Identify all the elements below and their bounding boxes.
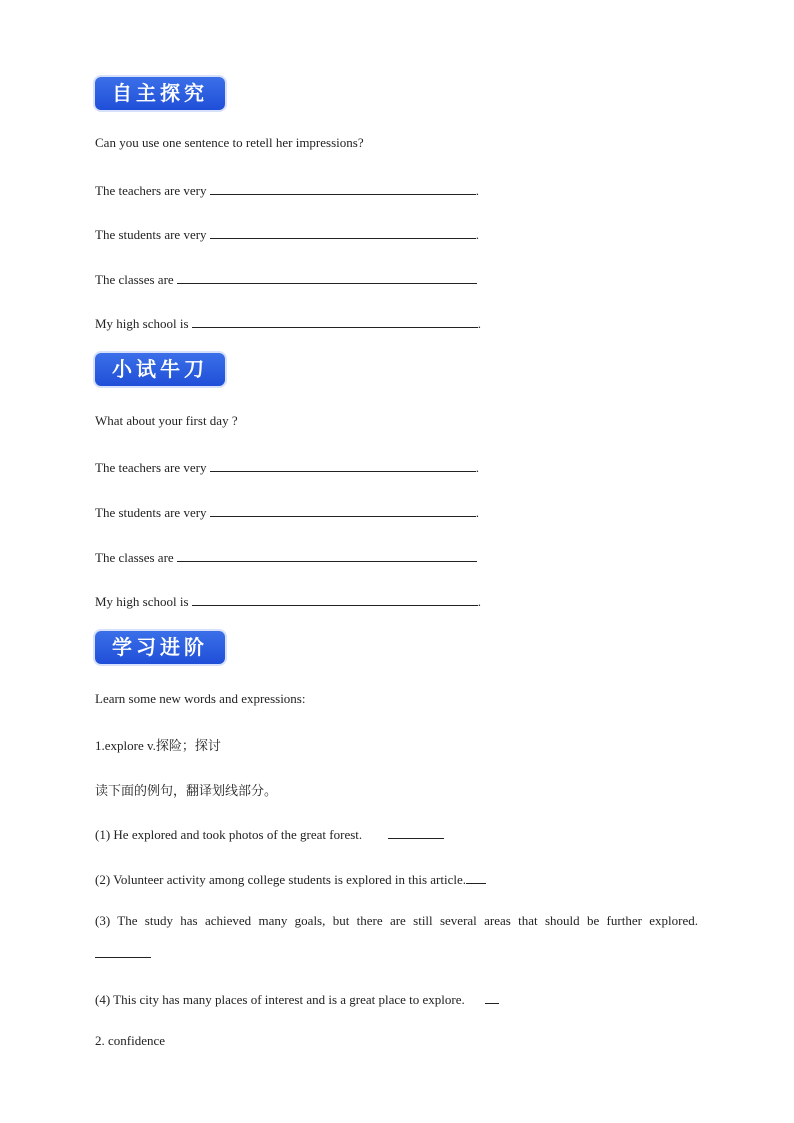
translation-instruction: 读下面的例句，翻译划线部分。 — [95, 783, 278, 798]
example-text: (3) The study has achieved many goals, but there are still several areas that should be further explored. — [95, 913, 698, 928]
example-sentence-blank-line — [95, 943, 151, 962]
fill-row — [95, 224, 479, 243]
example-sentence — [95, 869, 486, 888]
row-label: The students are very — [95, 505, 210, 520]
answer-blank[interactable] — [192, 313, 478, 328]
fill-row — [95, 457, 479, 476]
fill-row — [95, 591, 481, 610]
fill-row — [95, 180, 479, 199]
answer-blank[interactable] — [177, 269, 477, 284]
row-label: The classes are — [95, 550, 177, 565]
row-end: . — [477, 594, 482, 609]
answer-blank[interactable] — [466, 869, 486, 884]
answer-blank[interactable] — [210, 457, 476, 472]
section-3-intro: Learn some new words and expressions: — [95, 691, 306, 706]
row-label: The students are very — [95, 227, 210, 242]
answer-blank[interactable] — [388, 824, 444, 839]
fill-row — [95, 502, 479, 521]
example-sentence — [95, 824, 444, 843]
section-1-question: Can you use one sentence to retell her impressions? — [95, 135, 364, 150]
example-text: (4) This city has many places of interest and is a great place to explore. — [95, 992, 465, 1007]
example-text: (2) Volunteer activity among college students is explored in this article. — [95, 872, 467, 887]
row-label: The teachers are very — [95, 183, 210, 198]
row-label: My high school is — [95, 594, 192, 609]
answer-blank[interactable] — [210, 502, 476, 517]
section-badge-1: 自主探究 — [95, 77, 225, 110]
answer-blank[interactable] — [210, 224, 476, 239]
answer-blank[interactable] — [177, 547, 477, 562]
section-badge-2: 小试牛刀 — [95, 353, 225, 386]
section-2-question: What about your first day ? — [95, 413, 238, 428]
section-badge-3: 学习进阶 — [95, 631, 225, 664]
answer-blank[interactable] — [210, 180, 476, 195]
row-end: . — [475, 460, 480, 475]
answer-blank[interactable] — [485, 989, 499, 1004]
answer-blank[interactable] — [95, 943, 151, 958]
example-text: (1) He explored and took photos of the great forest. — [95, 827, 363, 842]
answer-blank[interactable] — [192, 591, 478, 606]
row-end: . — [475, 505, 480, 520]
example-sentence — [95, 913, 698, 929]
fill-row — [95, 313, 481, 332]
row-label: The classes are — [95, 272, 177, 287]
word-entry-confidence: 2. confidence — [95, 1033, 166, 1048]
row-end: . — [475, 227, 480, 242]
row-label: The teachers are very — [95, 460, 210, 475]
example-sentence — [95, 989, 499, 1008]
row-label: My high school is — [95, 316, 192, 331]
row-end: . — [477, 316, 482, 331]
fill-row — [95, 547, 477, 566]
row-end: . — [475, 183, 480, 198]
fill-row — [95, 269, 477, 288]
word-entry-explore: 1.explore v.探险；探讨 — [95, 738, 221, 753]
